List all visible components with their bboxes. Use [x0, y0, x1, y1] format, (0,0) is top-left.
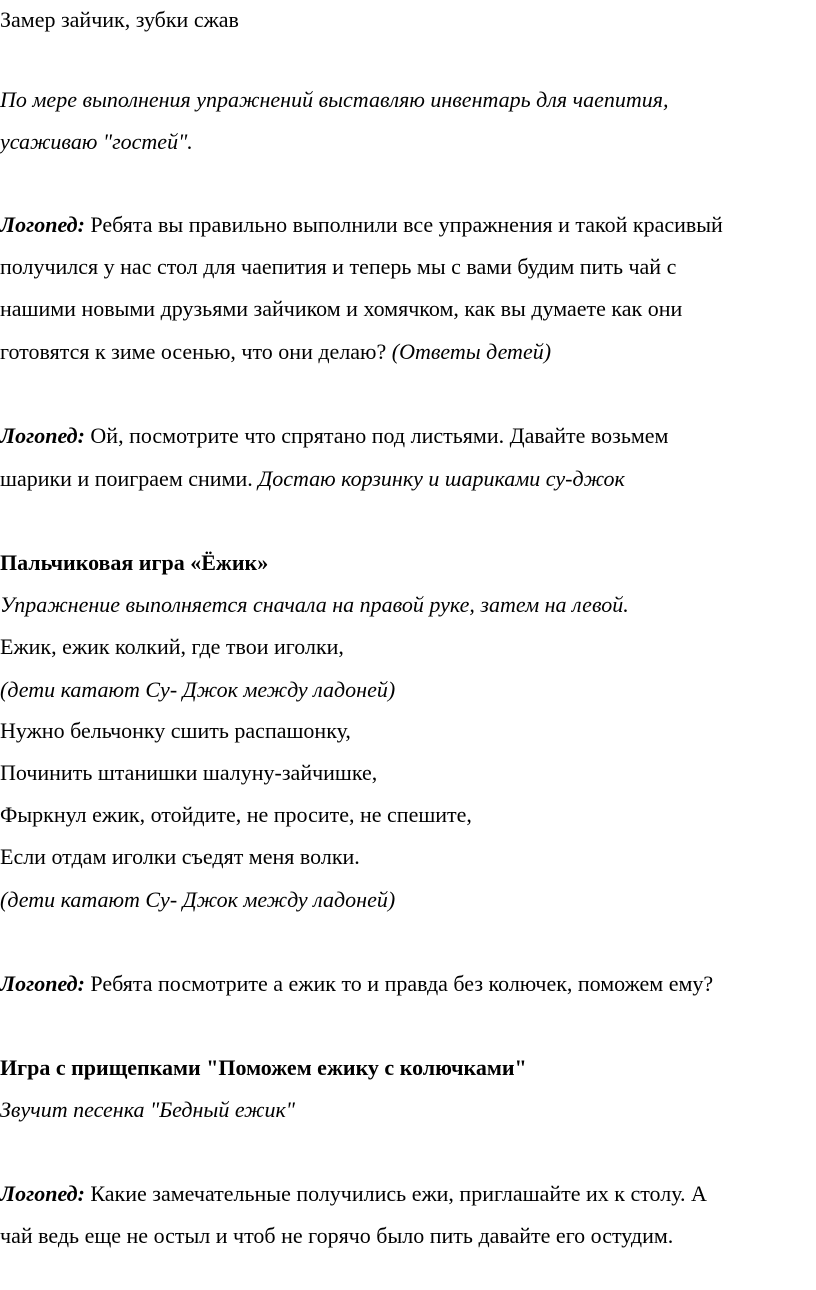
verse-line-4: Фыркнул ежик, отойдите, не просите, не спешите, [0, 802, 472, 827]
paragraph-text: Ребята вы правильно выполнили все упражнения и такой красивый [84, 212, 723, 237]
speaker-label: Логопед: [0, 423, 85, 448]
paragraph-4-line-2: чай ведь еще не остыл и чтоб не горячо было пить давайте его остудим. [0, 1223, 674, 1248]
verse-line-3: Починить штанишки шалуну-зайчишке, [0, 760, 378, 785]
paragraph-text: Какие замечательные получились ежи, приглашайте их к столу. А [84, 1181, 707, 1206]
speaker-label: Логопед: [0, 212, 85, 237]
paragraph-text: Ребята посмотрите а ежик то и правда без колючек, поможем ему? [84, 971, 714, 996]
verse-note-1: (дети катают Су- Джок между ладоней) [0, 677, 396, 702]
paragraph-1-line-1 [0, 211, 723, 239]
paragraph-text: Ой, посмотрите что спрятано под листьями. Давайте возьмем [84, 423, 669, 448]
verse-line-5: Если отдам иголки съедят меня волки. [0, 844, 360, 869]
game-2-note: Звучит песенка "Бедный ежик" [0, 1097, 296, 1122]
verse-note-2: (дети катают Су- Джок между ладоней) [0, 887, 396, 912]
paragraph-2-line-1 [0, 422, 668, 450]
paragraph-1-line-4 [0, 338, 551, 366]
paragraph-1-line-2: получился у нас стол для чаепития и теперь мы с вами будим пить чай с [0, 254, 677, 279]
game-2-title: Игра с прищепками "Поможем ежику с колючками" [0, 1055, 527, 1080]
paragraph-4-line-1 [0, 1180, 707, 1208]
game-1-instruction: Упражнение выполняется сначала на правой руке, затем на левой. [0, 592, 629, 617]
intro-line: Замер зайчик, зубки сжав [0, 7, 239, 32]
children-answers-note: (Ответы детей) [391, 339, 552, 364]
speaker-label: Логопед: [0, 971, 85, 996]
verse-line-1: Ежик, ежик колкий, где твои иголки, [0, 634, 344, 659]
verse-line-2: Нужно бельчонку сшить распашонку, [0, 718, 351, 743]
teacher-note-line-2: усаживаю "гостей". [0, 129, 193, 154]
speaker-label: Логопед: [0, 1181, 85, 1206]
game-1-title: Пальчиковая игра «Ёжик» [0, 550, 269, 575]
teacher-note-line-1: По мере выполнения упражнений выставляю инвентарь для чаепития, [0, 87, 669, 112]
paragraph-text: шарики и поиграем сними. [0, 466, 259, 491]
paragraph-text: готовятся к зиме осенью, что они делаю? [0, 339, 392, 364]
paragraph-3-line-1 [0, 970, 713, 998]
paragraph-1-line-3: нашими новыми друзьями зайчиком и хомячком, как вы думаете как они [0, 296, 683, 321]
paragraph-2-line-2 [0, 465, 625, 493]
action-note: Достаю корзинку и шариками су-джок [258, 466, 625, 491]
